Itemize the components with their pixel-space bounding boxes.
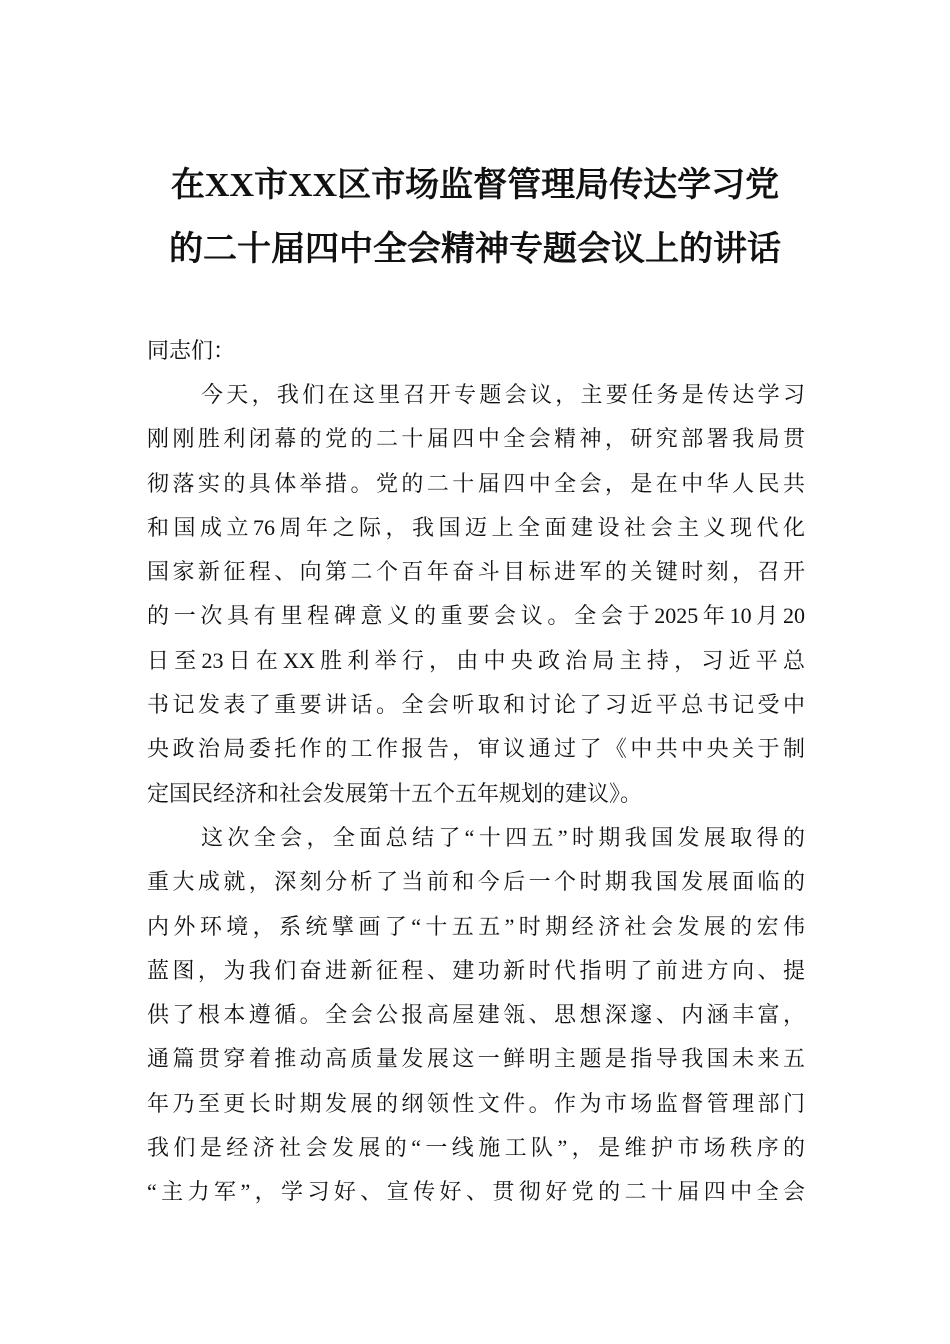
paragraph-line: 定国民经济和社会发展第十五个五年规划的建议》。 bbox=[147, 780, 643, 806]
paragraph bbox=[147, 821, 805, 1220]
paragraph-line: 彻落实的具体举措。党的二十届四中全会，是在中华人民共 bbox=[147, 470, 805, 496]
paragraph-line: “主力军”，学习好、宣传好、贯彻好党的二十届四中全会 bbox=[147, 1179, 805, 1205]
title-line: 的二十届四中全会精神专题会议上的讲话 bbox=[169, 231, 781, 268]
paragraph-line: 书记发表了重要讲话。全会听取和讨论了习近平总书记受中 bbox=[147, 692, 805, 718]
paragraph-line: 我们是经济社会发展的“一线施工队”，是维护市场秩序的 bbox=[147, 1135, 805, 1161]
document-title bbox=[120, 154, 830, 282]
paragraph-line: 央政治局委托作的工作报告，审议通过了《中共中央关于制 bbox=[147, 736, 805, 762]
paragraph-line: 重大成就，深刻分析了当前和今后一个时期我国发展面临的 bbox=[147, 869, 805, 895]
paragraph-line: 供了根本遵循。全会公报高屋建瓴、思想深邃、内涵丰富， bbox=[147, 1002, 805, 1028]
paragraph-line: 今天，我们在这里召开专题会议，主要任务是传达学习 bbox=[201, 382, 805, 407]
greeting: 同志们： bbox=[147, 338, 236, 363]
paragraph-line: 和国成立76周年之际，我国迈上全面建设社会主义现代化 bbox=[147, 514, 805, 540]
paragraph-line: 刚刚胜利闭幕的党的二十届四中全会精神，研究部署我局贯 bbox=[147, 426, 805, 452]
title-line: 在XX市XX区市场监督管理局传达学习党 bbox=[170, 167, 780, 204]
paragraph bbox=[147, 378, 805, 821]
paragraph-line: 日至23日在XX胜利举行，由中央政治局主持，习近平总 bbox=[147, 647, 805, 673]
paragraph-line: 年乃至更长时期发展的纲领性文件。作为市场监督管理部门 bbox=[147, 1090, 805, 1116]
document-body bbox=[147, 378, 805, 1220]
paragraph-line: 的一次具有里程碑意义的重要会议。全会于2025年10月20 bbox=[147, 603, 805, 629]
paragraph-line: 这次全会，全面总结了“十四五”时期我国发展取得的 bbox=[201, 824, 805, 850]
paragraph-line: 蓝图，为我们奋进新征程、建功新时代指明了前进方向、提 bbox=[147, 957, 805, 983]
paragraph-line: 内外环境，系统擘画了“十五五”时期经济社会发展的宏伟 bbox=[147, 913, 805, 939]
paragraph-line: 国家新征程、向第二个百年奋斗目标进军的关键时刻，召开 bbox=[147, 559, 805, 585]
paragraph-line: 通篇贯穿着推动高质量发展这一鲜明主题是指导我国未来五 bbox=[147, 1046, 805, 1072]
